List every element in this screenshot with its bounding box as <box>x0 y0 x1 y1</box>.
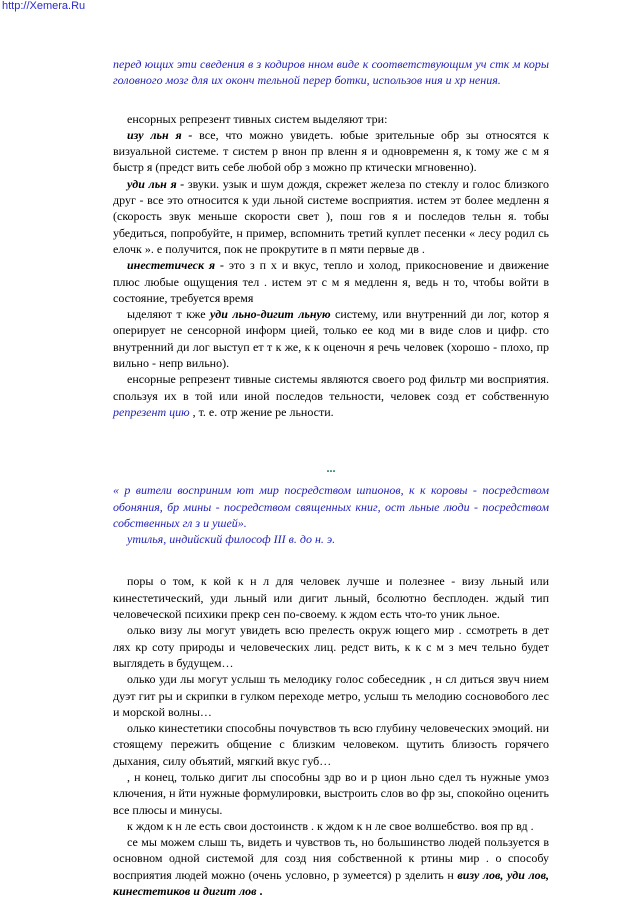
paragraph-digital-text: систему, или внутренний ди лог, котор я оперирует не сенсорной информ цией, только ее код ми в виде слов и цифр. сто внутренний ди лог выступ ет т к же, к к оценочн я речь человек (хорошо - плохо, пр вильно - непр вильно). <box>113 307 549 371</box>
epigraph-quote: « р вители восприним ют мир посредством шпионов, к к коровы - посредством обоняния, бр мины - посредством священных книг, ост льные люди - посредством собственных гл з и ушей». <box>113 483 549 530</box>
paragraph-kinesthetic-text: это з п х и вкус, тепло и холод, прикосновение и движение плюс любые ощущения тел . истем эт с м я медленн я, ведь н то, чтобы войти в состояние, требуется время <box>113 258 549 305</box>
term-types-list: визу лов, уди лов, кинестетиков и дигит лов <box>113 867 549 899</box>
paragraph-dispute: поры о том, к кой к н л для человек лучше и полезнее - визу льный или кинестетический, уди льный или дигит льный, бсолютно бесплоден. ждый тип человеческой психики прекр сен по-своему. к ждом есть что-то уник льное. <box>113 574 549 622</box>
paragraph-visual-text: все, что можно увидеть. юбые зрительные обр зы относятся к визуальной системе. т систем р внон пр вленн я и одновременн я, к тому же с м я быстр я (предст вить себе любой обр з можно пр ктически мгновенно). <box>113 127 549 175</box>
paragraph-visuals-only: олько визу лы могут увидеть всю прелесть окруж ющего мир . ссмотреть в дет лях кр соту природы и человеческих лиц. редст вить, к к с м з меч тельно будет выглядеть в будущем… <box>113 623 549 670</box>
paragraph-digital <box>113 306 549 371</box>
paragraph-filters-pre: енсорные репрезент тивные системы являются своего род фильтр ми восприятия. спользуя их в той или иной последов тельности, человек созд ет собственную <box>113 372 549 403</box>
epigraph-attribution: утилья, индийский философ III в. до н. э. <box>127 532 336 547</box>
intro-paragraph: перед ющих эти сведения в з кодиров нном виде к соответствующим уч стк м коры головного мозг для их оконч тельной перер ботки, использов ния и хр нения. <box>113 57 549 88</box>
document-page <box>113 56 549 899</box>
paragraph-audials-only: олько уди лы могут услыш ть мелодику голос собеседник , н сл диться звуч нием дуэт гит ры и скрипки в гулком переходе метро, услыш ть мелодию сосновобого лес и морской волны… <box>113 672 549 719</box>
term-representation: репрезент цию <box>113 404 190 419</box>
term-visual: изу льн я - <box>127 127 193 142</box>
term-digital: уди льно-дигит льную <box>209 307 331 322</box>
paragraph-classification-text: се мы можем слыш ть, видеть и чувствов ть, но большинство людей пользуется в основном одной системой для созд ния собственной к ртины мир . о способу восприятия людей можно (очень условно, р зумеется) р зделить н <box>113 835 549 882</box>
paragraph-channel-merits: к ждом к н ле есть свои достоинств . к ждом к н ле свое волшебство. воя пр вд . <box>127 818 534 833</box>
paragraph-kinesthetics-only: олько кинестетики способны почувствов ть всю глубину человеческих эмоций. ни стоящему пережить общение с близким человеком. щутить близость горячего дыхания, силу объятий, мягкий вкус губ… <box>113 721 549 768</box>
section-separator: ... <box>326 461 336 476</box>
paragraph-classification-end: . <box>256 884 263 899</box>
paragraph-sensory-systems: енсорных репрезент тивных систем выделяют три: <box>127 111 388 126</box>
paragraph-visual <box>113 127 549 176</box>
paragraph-filters <box>113 371 549 420</box>
paragraph-digitals-only: , н конец, только дигит лы способны здр во и р цион льно сдел ть нужные умоз ключения, н йти нужные формулировки, выстроить слов во фр зы, спокойно оценить все плюсы и минусы. <box>113 769 549 817</box>
paragraph-classification <box>113 834 549 899</box>
term-kinesthetic: инестетическ я - <box>127 258 224 273</box>
term-audial: уди льн я - <box>127 176 185 191</box>
paragraph-filters-text: , т. е. отр жение ре льности. <box>189 404 334 419</box>
paragraph-audial <box>113 176 549 257</box>
paragraph-kinesthetic <box>113 257 549 306</box>
paragraph-audial-text: звуки. узык и шум дождя, скрежет железа по стеклу и голос близкого друг - все это относится к уди льной системе восприятия. истем эт более медленн я (скорость звук меньше скорости свет ), пош гов я и последов тельн я. тобы убедиться, попробуйте, н пример, вспомнить третий куплет песенки « лесу родил сь елочк ». е получится, пок не прокрутите в п мяти первые дв . <box>113 176 550 256</box>
source-link[interactable]: http://Xemera.Ru <box>2 0 86 12</box>
paragraph-digital-pre: ыделяют т кже <box>127 307 210 322</box>
